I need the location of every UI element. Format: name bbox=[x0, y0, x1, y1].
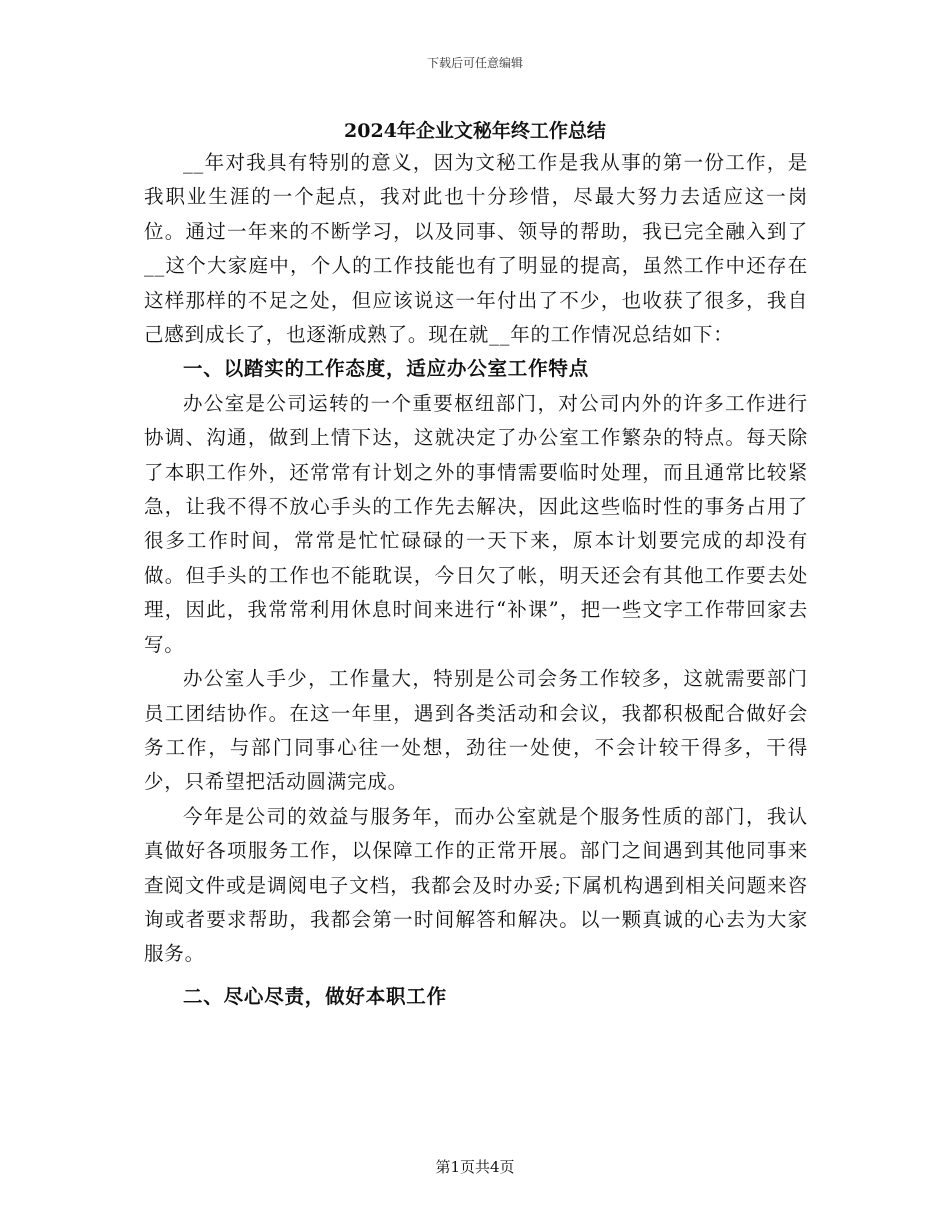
document-title: 2024年企业文秘年终工作总结 bbox=[344, 120, 606, 142]
section1-paragraph-3: 今年是公司的效益与服务年，而办公室就是个服务性质的部门，我认真做好各项服务工作，以保障工作的正常开展。部门之间遇到其他同事来查阅文件或是调阅电子文档，我都会及时办妥;下属机构遇到相关问题来咨询或者要求帮助，我都会第一时间解答和解决。以一颗真诚的心去为大家服务。 bbox=[144, 804, 808, 966]
section-heading-1: 一、以踏实的工作态度，适应办公室工作特点 bbox=[183, 357, 590, 381]
page-number: 第1页共4页 bbox=[435, 1158, 515, 1176]
intro-paragraph: __年对我具有特别的意义，因为文秘工作是我从事的第一份工作，是我职业生涯的一个起点，我对此也十分珍惜，尽最大努力去适应这一岗位。通过一年来的不断学习，以及同事、领导的帮助，我已完全融入到了__这个大家庭中，个人的工作技能也有了明显的提高，虽然工作中还存在这样那样的不足之处，但应该说这一年付出了不少，也收获了很多，我自己感到成长了，也逐渐成熟了。现在就__年的工作情况总结如下： bbox=[144, 151, 808, 347]
section1-paragraph-2: 办公室人手少，工作量大，特别是公司会务工作较多，这就需要部门员工团结协作。在这一年里，遇到各类活动和会议，我都积极配合做好会务工作，与部门同事心往一处想，劲往一处使，不会计较干得多，干得少，只希望把活动圆满完成。 bbox=[144, 667, 808, 794]
page-header-note: 下载后可任意编辑 bbox=[426, 56, 523, 70]
section-heading-2: 二、尽心尽责，做好本职工作 bbox=[183, 984, 447, 1008]
section1-paragraph-1: 办公室是公司运转的一个重要枢纽部门，对公司内外的许多工作进行协调、沟通，做到上情下达，这就决定了办公室工作繁杂的特点。每天除了本职工作外，还常常有计划之外的事情需要临时处理，而且通常比较紧急，让我不得不放心手头的工作先去解决，因此这些临时性的事务占用了很多工作时间，常常是忙忙碌碌的一天下来，原本计划要完成的却没有做。但手头的工作也不能耽误，今日欠了帐，明天还会有其他工作要去处理，因此，我常常利用休息时间来进行“补课”，把一些文字工作带回家去写。 bbox=[144, 391, 808, 656]
document-body bbox=[144, 146, 808, 1014]
